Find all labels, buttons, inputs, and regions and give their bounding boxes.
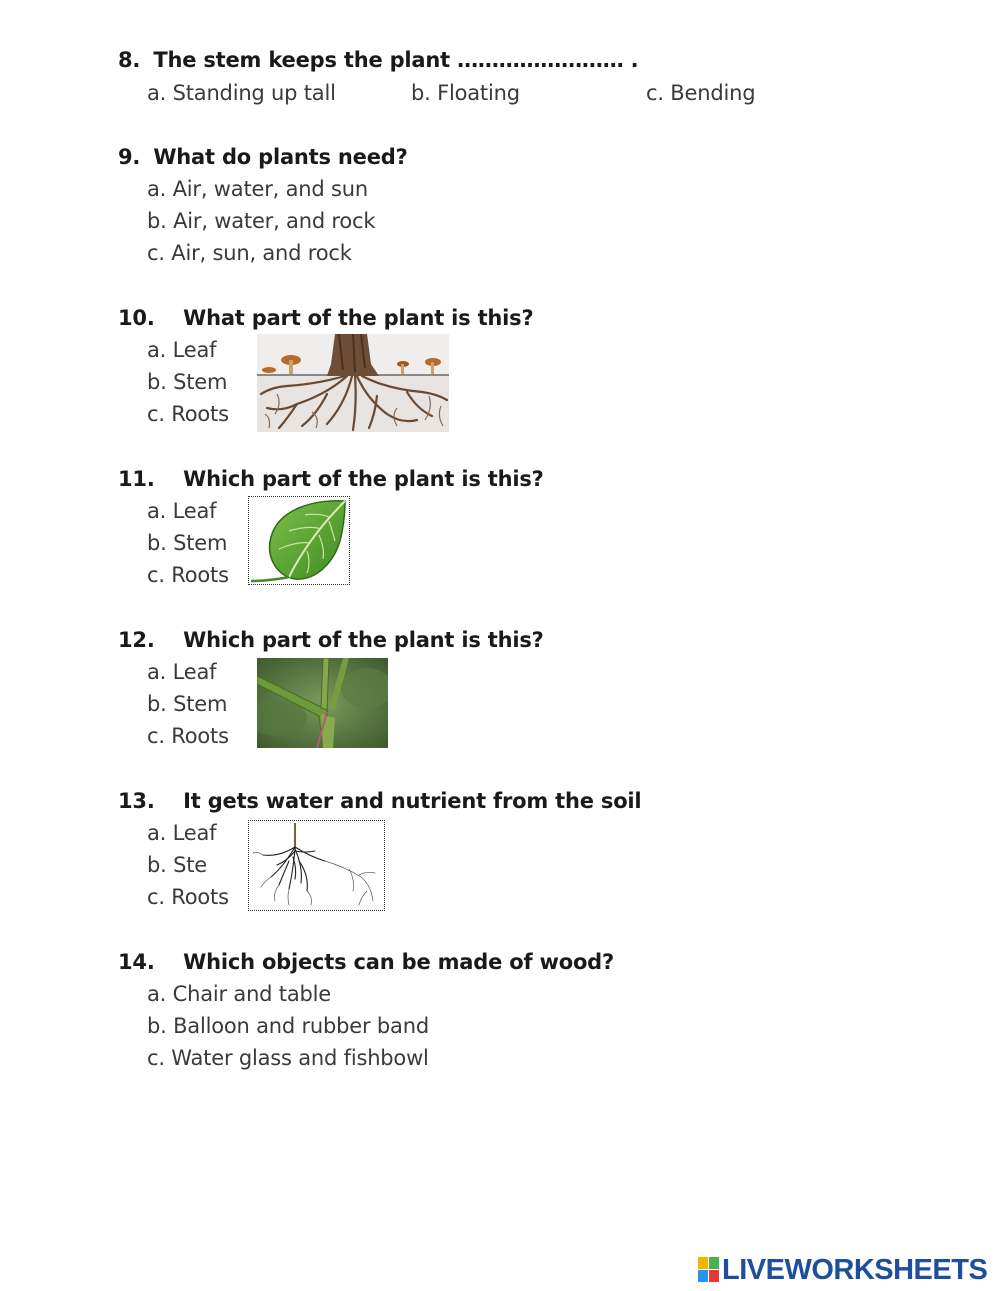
option-a[interactable]: a. Leaf [147,499,217,523]
option-b[interactable]: b. Stem [147,370,228,394]
question-number: 11. [118,467,155,491]
option-c[interactable]: c. Air, sun, and rock [147,241,352,265]
question-11 [118,467,544,491]
question-14 [118,950,614,974]
question-text: The stem keeps the plant …………………… . [153,48,639,72]
question-text: What part of the plant is this? [183,306,534,330]
question-13 [118,789,641,813]
question-text: What do plants need? [153,145,408,169]
liveworksheets-logo-text: LIVEWORKSHEETS [722,1253,988,1286]
option-c[interactable]: c. Roots [147,402,229,426]
option-b[interactable]: b. Balloon and rubber band [147,1014,429,1038]
question-number: 9. [118,145,141,169]
option-a[interactable]: a. Leaf [147,338,217,362]
question-number: 14. [118,950,155,974]
option-a[interactable]: a. Air, water, and sun [147,177,368,201]
option-b[interactable]: b. Stem [147,531,228,555]
question-text: Which part of the plant is this? [183,628,544,652]
roots-tree-image [257,334,449,432]
question-number: 8. [118,48,141,72]
question-8 [118,48,638,72]
roots-image [248,820,385,911]
question-text: Which objects can be made of wood? [183,950,614,974]
question-number: 10. [118,306,155,330]
question-12 [118,628,544,652]
option-a[interactable]: a. Leaf [147,821,217,845]
option-c[interactable]: c. Bending [646,81,756,105]
question-9 [118,145,408,169]
question-text: Which part of the plant is this? [183,467,544,491]
option-a[interactable]: a. Standing up tall [147,81,336,105]
liveworksheets-logo[interactable] [698,1255,987,1285]
question-number: 13. [118,789,155,813]
question-10 [118,306,533,330]
liveworksheets-logo-icon [698,1257,720,1283]
option-a[interactable]: a. Chair and table [147,982,331,1006]
option-c[interactable]: c. Roots [147,885,229,909]
leaf-image [248,496,350,585]
option-b[interactable]: b. Air, water, and rock [147,209,376,233]
option-b[interactable]: b. Floating [411,81,520,105]
option-a[interactable]: a. Leaf [147,660,217,684]
option-c[interactable]: c. Roots [147,563,229,587]
question-number: 12. [118,628,155,652]
option-b[interactable]: b. Stem [147,692,228,716]
option-b[interactable]: b. Ste [147,853,207,877]
stem-image [257,658,388,748]
question-text: It gets water and nutrient from the soil [183,789,642,813]
option-c[interactable]: c. Roots [147,724,229,748]
option-c[interactable]: c. Water glass and fishbowl [147,1046,429,1070]
